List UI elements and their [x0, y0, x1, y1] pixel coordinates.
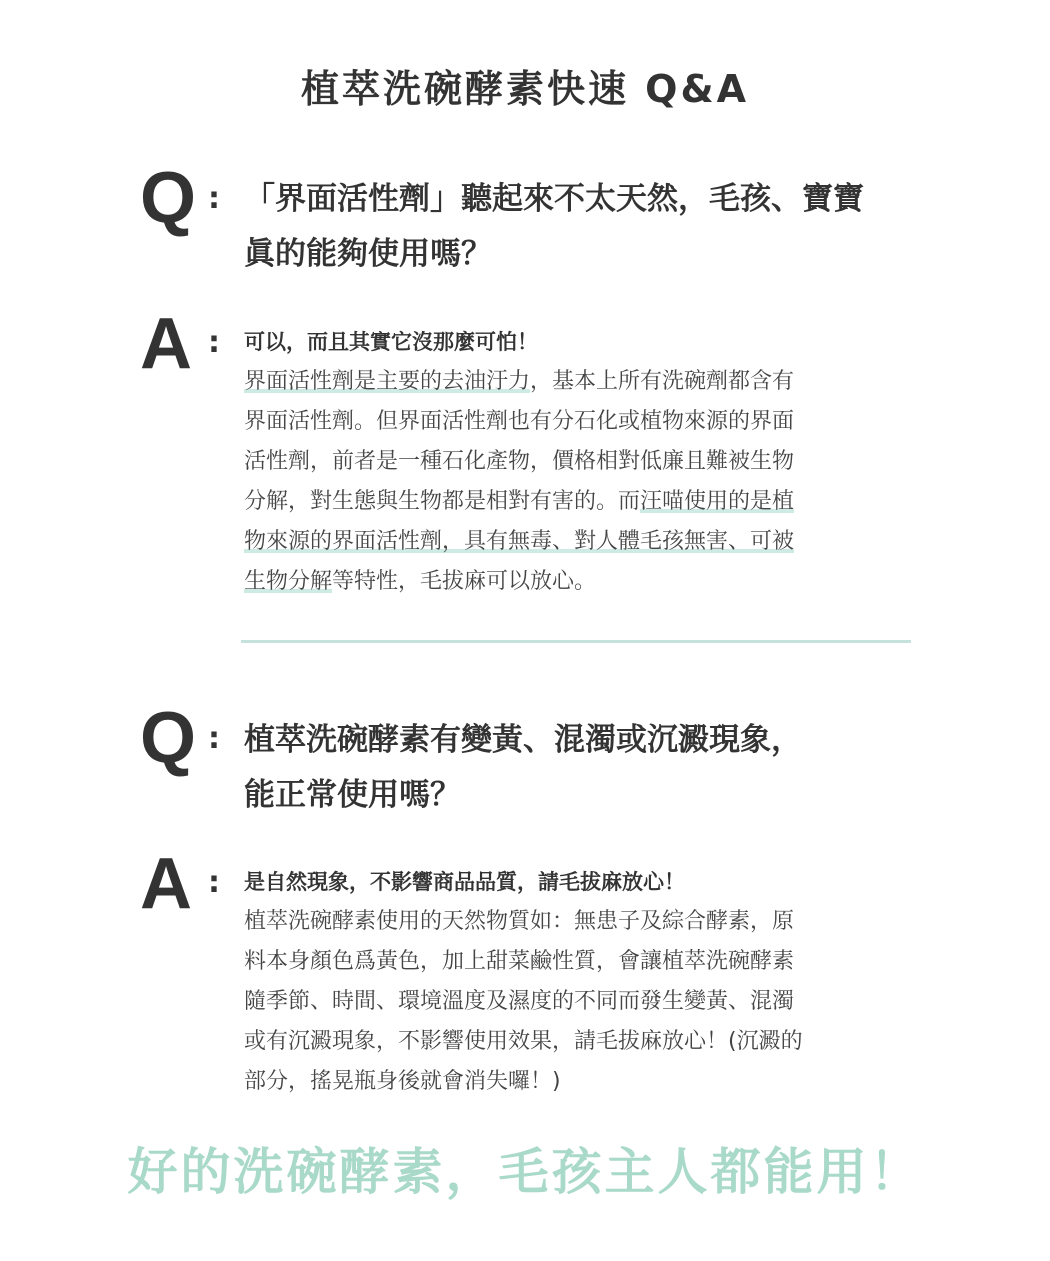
answer-2 [244, 862, 894, 1102]
highlight-text: 生物分解 [244, 569, 333, 594]
answer-line: 活性劑，前者是一種石化產物，價格相對低廉且難被生物 [244, 449, 795, 474]
a-letter: A [140, 844, 192, 924]
q-letter: Q [140, 158, 197, 238]
highlight-text: 物來源的界面活性劑，具有無毒、對人體毛孩無害、可被 [244, 529, 795, 554]
answer-line: 植萃洗碗酵素使用的天然物質如：無患子及綜合酵素，原 [244, 909, 795, 934]
answer-line: 部分，搖晃瓶身後就會消失囉！) [244, 1069, 561, 1094]
answer-line: 界面活性劑。但界面活性劑也有分石化或植物來源的界面 [244, 409, 795, 434]
answer-line: 或有沉澱現象，不影響使用效果，請毛拔麻放心！(沉澱的 [244, 1029, 803, 1054]
section-divider [241, 640, 911, 643]
highlight-text: 汪喵使用的是植 [640, 489, 795, 514]
answer-line [244, 362, 894, 402]
question-line: 能正常使用嗎？ [244, 777, 461, 813]
page-title: 植萃洗碗酵素快速 Q&A [300, 67, 750, 111]
answer-text: ，基本上所有洗碗劑都含有 [530, 369, 795, 394]
answer-line: 料本身顏色爲黃色，加上甜菜鹼性質，會讓植萃洗碗酵素 [244, 949, 795, 974]
answer-headline: 可以，而且其實它沒那麼可怕！ [244, 330, 538, 354]
answer-line [244, 562, 894, 602]
question-line: 眞的能夠使用嗎？ [244, 236, 492, 272]
question-1 [244, 172, 924, 282]
answer-line: 隨季節、時間、環境溫度及濕度的不同而發生變黃、混濁 [244, 989, 795, 1014]
answer-line [244, 482, 894, 522]
question-line: 「界面活性劑」聽起來不太天然，毛孩、寶寶 [244, 181, 864, 217]
answer-headline: 是自然現象，不影響商品品質，請毛拔麻放心！ [244, 870, 685, 894]
a-colon: : [208, 325, 220, 360]
footer-slogan: 好的洗碗酵素，毛孩主人都能用！ [127, 1143, 923, 1201]
a-letter: A [140, 304, 192, 384]
answer-1 [244, 322, 894, 602]
highlight-text: 界面活性劑是主要的去油汙力 [244, 369, 531, 394]
q-colon: : [208, 181, 220, 216]
a-colon: : [208, 865, 220, 900]
question-line: 植萃洗碗酵素有變黃、混濁或沉澱現象， [244, 722, 802, 758]
q-colon: : [208, 721, 220, 756]
answer-line [244, 522, 894, 562]
answer-text: 等特性，毛拔麻可以放心。 [332, 569, 597, 594]
question-2 [244, 713, 924, 823]
answer-text: 分解，對生態與生物都是相對有害的。而 [244, 489, 641, 514]
q-letter: Q [140, 698, 197, 778]
